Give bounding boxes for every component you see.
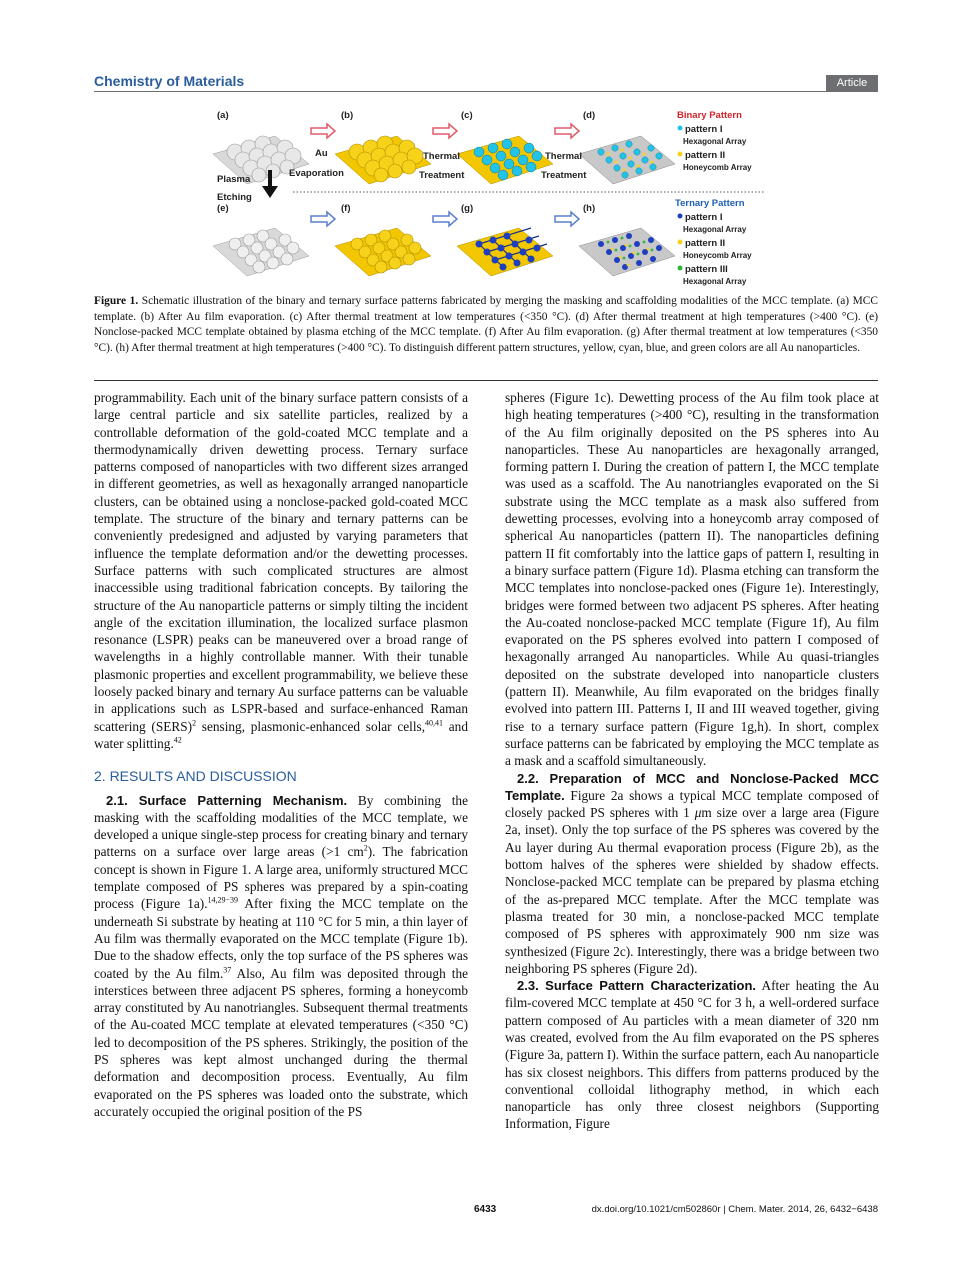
legend-ternary-p2-desc: Honeycomb Array — [683, 251, 752, 260]
legend-cyan-dot — [678, 126, 683, 131]
legend-ternary-p1: pattern I — [685, 212, 723, 223]
legend-binary-p1-desc: Hexagonal Array — [683, 137, 747, 146]
figure-caption-label: Figure 1. — [94, 295, 139, 307]
legend-binary-title: Binary Pattern — [677, 110, 742, 121]
arrow-label-treatment-1: Treatment — [419, 170, 465, 181]
panel-label-c: (c) — [461, 110, 473, 121]
panel-label-b: (b) — [341, 110, 354, 121]
paragraph: 2.1. Surface Patterning Mechanism. By combining the masking with the scaffolding modalities of the MCC template, we developed a unique single-step process for creating binary and ternary patterns on a surface over large areas (>1 $cm^2$). The fabrication concept is shown in Figure 1. A large area, uniformly structured MCC template composed of PS spheres was prepared by a spin-coating process (Figure 1a).$^{14,29-39}$ After fixing the MCC template on the underneath Si substrate by heating at 110 °C for 5 min, a thin layer of Au film was thermally evaporated on the MCC template (Figure 1b). Due to the shadow effects, only the top surface of the PS spheres was coated by the Au film.$^{37}$ Also, Au film was deposited through the interstices between three adjacent PS spheres, forming a honeycomb array constituted by Au nanotriangles. Subsequent thermal treatments of the Au-coated MCC template at elevated temperatures (<350 °C) led to decomposition of the PS spheres. Strikingly, the position of the PS spheres was kept almost unchanged during the thermal deformation and decomposition process. Eventually, Au film evaporated on the PS spheres was loaded onto the substrate, which accurately occupied the original position of the PS — [94, 792, 468, 1119]
arrow-label-plasma: Plasma — [217, 174, 251, 185]
panel-b-au-evaporation — [335, 136, 431, 184]
arrow-label-etching: Etching — [217, 192, 252, 203]
panel-f-au-evaporation — [335, 228, 431, 276]
panel-label-f: (f) — [341, 203, 351, 214]
legend-green-dot — [678, 266, 683, 271]
arrows-row1 — [311, 124, 579, 138]
right-column — [505, 389, 879, 1133]
left-column — [94, 389, 468, 1120]
section-heading: 2. RESULTS AND DISCUSSION — [94, 768, 297, 785]
article-type-badge: Article — [826, 75, 878, 91]
legend-binary-p1: pattern I — [685, 124, 723, 135]
figure-caption — [94, 294, 878, 356]
legend-binary — [677, 110, 752, 172]
panel-label-h: (h) — [583, 203, 596, 214]
header-divider — [94, 91, 878, 92]
arrows-row2 — [311, 212, 579, 226]
paragraph: programmability. Each unit of the binary surface pattern consists of a large central particle and six satellite particles, realized by a controllable deformation of the gold-coated MCC template and a thermodynamically driven dewetting process. Ternary surface patterns composed of nanoparticles with two different sizes arranged in different geometries, as well as hexagonally arranged nanoparticle clusters, can be obtained using a nonclose-packed gold-coated MCC template. The structure of the binary and ternary patterns can be conveniently predesigned and adjusted by varying parameters that influence the template deformation and/or the dewetting processes. Surface patterns with such complicated structures are almost inaccessible using traditional fabrication concepts. By tailoring the structure of the Au nanoparticle patterns or simply tilting the incident angle of the excitation illumination, the localized surface plasmon resonance (LSPR) peaks can be maneuvered over a broad range of wavelengths in a highly controllable manner. With their tunable plasmonic properties and excellent programmability, we believe these loosely packed binary and ternary Au surface patterns can be valuable in applications such as LSPR-based and surface-enhanced Raman scattering (SERS)$^2$ sensing, plasmonic-enhanced solar cells,$^{40,41}$ and water splitting.$^{42}$ — [94, 390, 468, 751]
figure-caption-text: Schematic illustration of the binary and ternary surface patterns fabricated by merging the masking and scaffolding modalities of the MCC template. (a) MCC template. (b) After Au film evaporation. (c) After thermal treatment at low temperatures (<350 °C). (d) After thermal treatment at high temperatures (>400 °C). (e) Nonclose-packed MCC template obtained by plasma etching of the MCC template. (f) After Au film evaporation. (g) After thermal treatment at low temperatures (<350 °C). (h) After thermal treatment at high temperatures (>400 °C). To distinguish different pattern structures, yellow, cyan, blue, and green colors are all Au nanoparticles. — [94, 295, 878, 354]
legend-ternary-p3: pattern III — [685, 264, 728, 275]
legend-ternary-p1-desc: Hexagonal Array — [683, 225, 747, 234]
panel-label-d: (d) — [583, 110, 596, 121]
panel-label-g: (g) — [461, 203, 474, 214]
subsection-heading: 2.3. Surface Pattern Characterization. — [517, 978, 757, 994]
legend-yellow-dot-2 — [678, 240, 683, 245]
panel-d-high-temp — [579, 136, 675, 184]
panel-label-e: (e) — [217, 203, 229, 214]
arrow-label-thermal-1: Thermal — [423, 151, 460, 162]
panel-c-low-temp — [457, 136, 553, 184]
legend-ternary-title: Ternary Pattern — [675, 198, 745, 209]
legend-ternary — [675, 198, 752, 286]
journal-title: Chemistry of Materials — [94, 73, 245, 89]
arrow-label-au: Au — [315, 148, 328, 159]
doi-citation[interactable]: dx.doi.org/10.1021/cm502860r | Chem. Mater. 2014, 26, 6432−6438 — [591, 1204, 878, 1215]
arrow-label-evaporation: Evaporation — [289, 168, 344, 179]
legend-yellow-dot — [678, 152, 683, 157]
subsection-heading: 2.2. Preparation of MCC and Nonclose-Packed MCC Template. — [505, 770, 879, 803]
legend-binary-p2: pattern II — [685, 150, 726, 161]
panel-label-a: (a) — [217, 110, 229, 121]
panel-h-high-temp — [579, 228, 675, 276]
legend-ternary-p3-desc: Hexagonal Array — [683, 277, 747, 286]
page-number: 6433 — [474, 1204, 497, 1215]
legend-blue-dot — [678, 214, 683, 219]
paragraph: spheres (Figure 1c). Dewetting process of the Au film took place at high heating temperatures (>400 °C), resulting in the transformation of the Au film originally deposited on the PS spheres into Au nanoparticles. These Au nanoparticles are hexagonally arranged, forming pattern I. During the creation of pattern I, the MCC template was used as a scaffold. The Au nanotriangles evaporated on the Si substrate using the MCC template as a mask also suffered from dewetting processes, evolving into a honeycomb array composed of spherical Au nanoparticles (pattern II). The nanoparticles defining pattern II fit comfortably into the lattice gaps of pattern I, resulting in a binary surface pattern (Figure 1d). Plasma etching can transform the MCC templates into nonclose-packed ones (Figure 1e). Interestingly, bridges were formed between two adjacent PS spheres. After heating the Au-coated nonclose-packed MCC template (Figure 1f), Au film evaporated on the PS spheres evolved into pattern I composed of hexagonally arranged Au nanoparticles. While Au quasi-triangles deposited on the substrate developed into nanoparticle clusters (pattern II). Meanwhile, Au film evaporated on the bridges finally evolved into pattern III. Patterns I, II and III weaved together, giving rise to a ternary surface pattern (Figure 1g,h). In short, complex surface patterns can be fabricated by employing the MCC template as a mask and a scaffold simultaneously. — [505, 390, 879, 769]
panel-e-nonclose-packed — [213, 228, 309, 276]
caption-divider — [94, 380, 878, 381]
paragraph: 2.3. Surface Pattern Characterization. After heating the Au film-covered MCC template at 450 °C for 3 h, a well-ordered surface pattern composed of Au particles with a mean diameter of 320 nm was created, evolved from the Au film evaporated on the PS spheres (Figure 3a, pattern I). Within the surface pattern, each Au nanoparticle has six closest neighbors. This differs from patterns produced by the conventional colloidal lithography method, in which each nanoparticle has only three closest neighbors (Supporting Information, Figure — [505, 978, 879, 1132]
subsection-heading: 2.1. Surface Patterning Mechanism. — [106, 792, 348, 808]
legend-binary-p2-desc: Honeycomb Array — [683, 163, 752, 172]
panel-g-low-temp — [457, 228, 553, 276]
paragraph: 2.2. Preparation of MCC and Nonclose-Packed MCC Template. Figure 2a shows a typical MCC template composed of closely packed PS spheres with 1 μm size over a large area (Figure 2a, inset). Only the top surface of the PS spheres was covered by the Au layer during Au thermal evaporation process (Figure 2b), as the bottom halves of the spheres were shielded by shadow effects. Nonclose-packed MCC template can be prepared by plasma etching of the as-prepared MCC template. After the MCC template was plasma treated for 30 min, a nonclose-packed MCC template composed of PS spheres with approximately 900 nm size was synthesized (Figure 2c). Interestingly, there was a bridge between two neighboring PS spheres (Figure 2d). — [505, 770, 879, 976]
figure-1-schematic — [205, 104, 769, 290]
legend-ternary-p2: pattern II — [685, 238, 726, 249]
arrow-label-treatment-2: Treatment — [541, 170, 587, 181]
arrow-label-thermal-2: Thermal — [545, 151, 582, 162]
